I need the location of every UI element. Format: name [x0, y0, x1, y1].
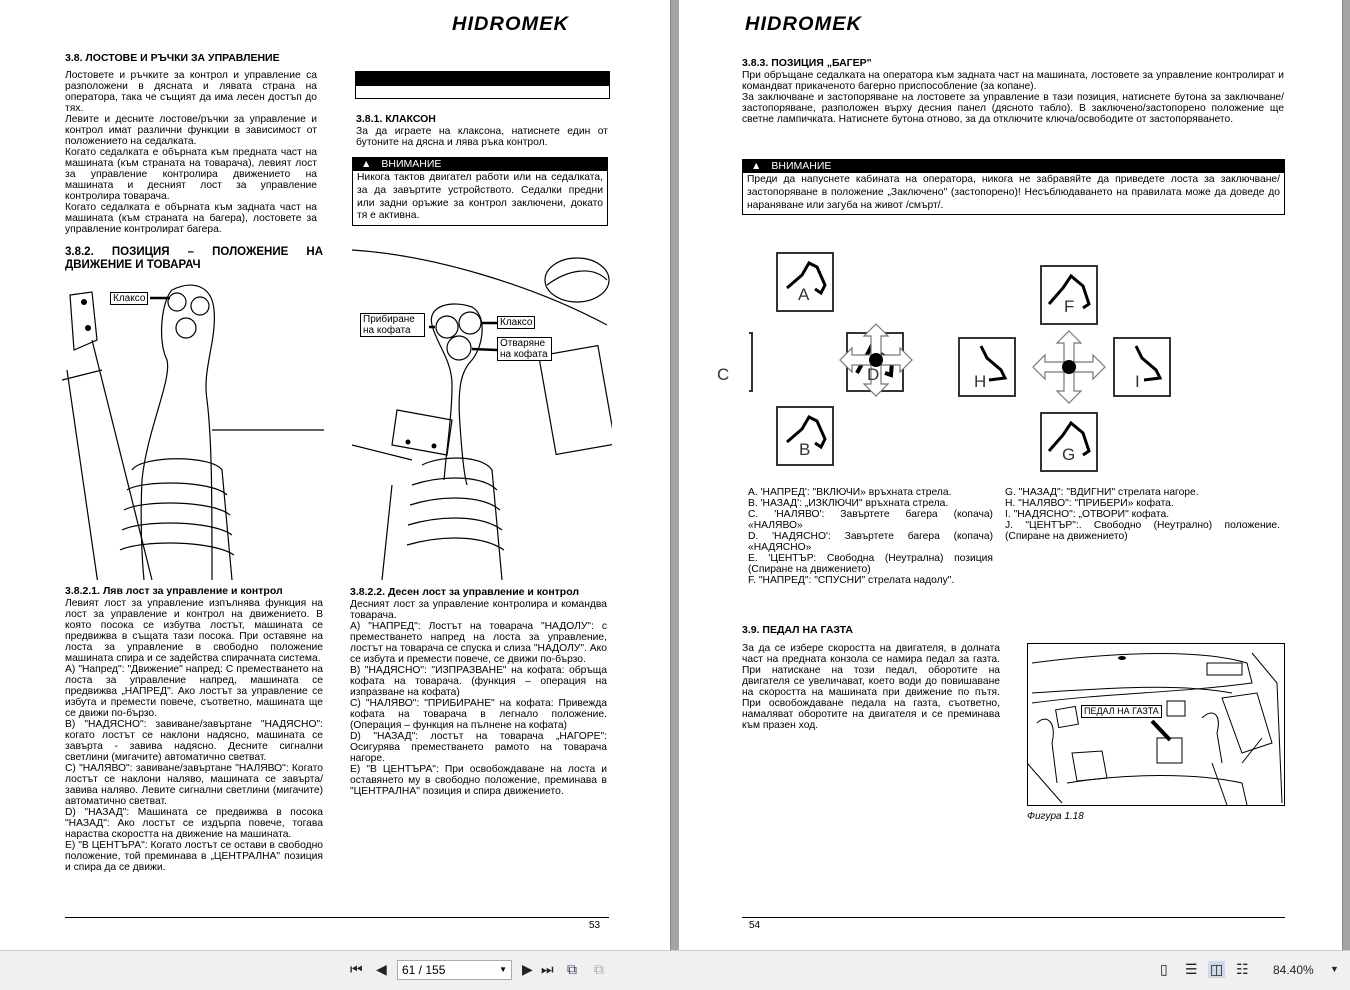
paragraph: B) "НАДЯСНО": "ИЗПРАЗВАНЕ" на кофата: обръща кофата на товарача. (функция – операция на изпразване на кофата): [350, 665, 607, 698]
retract-bucket-label: Прибиране на кофата: [360, 313, 425, 337]
list-item: J. "ЦЕНТЪР":. Свободно (Неутрално) положение. (Спиране на движението): [1005, 520, 1280, 542]
paragraph: D) "НАЗАД": лостът на товарача „НАГОРЕ": Осигурява преместването рамото на товарача нагоре.: [350, 731, 607, 764]
warning-text: Никога тактов двигател работи или на седалката, за да завъртите устройството. Седалки предни или задни оръжие за контрол заключени, докато тя е активна.: [357, 172, 603, 222]
paragraph: A) "Напред": "Движение" напред: С преместването на лоста за управление напред, машината се предвижва „НАПРЕД". Ако лостът за управление се избута и премести повече, съответно, машината ще се движи по-бързо.: [65, 664, 323, 719]
letter-f: F: [1064, 297, 1075, 316]
first-page-icon[interactable]: ⏮: [350, 961, 363, 977]
page-number: 54: [749, 920, 761, 931]
letter-d: D: [867, 365, 880, 384]
list-left: [748, 487, 993, 586]
right-joystick-figure: [352, 245, 612, 580]
list-item: A. 'НАПРЕД': "ВКЛЮЧИ» връхната стрела.: [748, 487, 952, 498]
paragraph: Когато седалката е обърната към задната част на машината (към страната на багера), лостовете за управление контролират багера.: [65, 202, 317, 235]
warning-text: Преди да напуснете кабината на оператора, никога не забравяйте да приведете лоста за заключване/застопоряване в положение „Заключено" (застопорено)! Несъблюдаването на правилата може да доведе до нараняване или загуба на живот /смърт/.: [747, 174, 1280, 211]
paragraph: Левите и десните лостове/ръчки за управление и контрол имат различни функции в зависимост от положението на седалката.: [65, 114, 317, 147]
rotate-disabled-icon: ⧉: [594, 961, 604, 977]
warning-title: ВНИМАНИЕ: [771, 160, 832, 172]
list-item: I. "НАДЯСНО": „ОТВОРИ" кофата.: [1005, 509, 1170, 520]
list-right: [1005, 487, 1280, 542]
paragraph: Десният лост за управление контролира и командва товарача.: [350, 599, 607, 621]
list-item: H. "НАЛЯВО": "ПРИБЕРИ» кофата.: [1005, 498, 1174, 509]
heading-3-8-1: 3.8.1. КЛАКСОН: [356, 113, 436, 125]
heading-3-8-3: 3.8.3. ПОЗИЦИЯ „БАГЕР": [742, 57, 872, 69]
letter-g: G: [1062, 445, 1076, 464]
list-item: G. "НАЗАД": "ВДИГНИ" стрелата нагоре.: [1005, 487, 1199, 498]
page-53: [0, 0, 671, 950]
footer-rule: [742, 917, 1285, 918]
black-header-box: [355, 71, 610, 99]
warning-icon: ▲: [361, 158, 372, 170]
figure-caption: Фигура 1.18: [1027, 811, 1084, 822]
section-3-8-3-text: [742, 70, 1284, 125]
paragraph: A) "НАПРЕД": Лостът на товарача "НАДОЛУ": с преместването напред на лоста за управление, лостът на товарача се спуска и слиза "НАДОЛУ". Ако се избута и премести повече, се движи по-бързо.: [350, 621, 607, 665]
heading-3-8-2: 3.8.2. ПОЗИЦИЯ – ПОЛОЖЕНИЕ НА ДВИЖЕНИЕ И ТОВАРАЧ: [65, 246, 323, 271]
gas-pedal-label: ПЕДАЛ НА ГАЗТА: [1081, 705, 1162, 718]
heading-3-8-2-1: 3.8.2.1. Ляв лост за управление и контрол: [65, 585, 283, 597]
paragraph: C) "НАЛЯВО": "ПРИБИРАНЕ" на кофата: Привежда кофата на товарача в легнало положение. (Операция – функция на пълнене на кофата): [350, 698, 607, 731]
left-joystick-figure: [62, 280, 327, 580]
hidromek-logo: HIDROMEK: [745, 14, 863, 35]
warning-box: [742, 159, 1285, 215]
horn-text: За да играете на клаксона, натиснете един от бутоните на дясна и лява ръка контрол.: [356, 126, 608, 148]
continuous-icon[interactable]: ☰: [1185, 961, 1198, 977]
warning-box: [352, 157, 608, 226]
footer-rule: [65, 917, 609, 918]
page-number-input[interactable]: [397, 960, 512, 980]
letter-h: H: [974, 372, 987, 391]
paragraph: E) "В ЦЕНТЪРА": При освобождаване на лоста и оставянето му в свободно положение, преминава в "ЦЕНТРАЛНА" позиция и спира движението.: [350, 764, 607, 797]
page-54: [679, 0, 1343, 950]
paragraph: D) "НАЗАД": Машината се предвижва в посока "НАЗАД": Ако лостът се издърпа повече, тогава нараства скоростта на движение на машината.: [65, 807, 323, 840]
previous-page-icon[interactable]: ◀: [376, 961, 387, 977]
heading-3-8: 3.8. ЛОСТОВЕ И РЪЧКИ ЗА УПРАВЛЕНИЕ: [65, 52, 280, 64]
paragraph: Когато седалката е обърната към предната част на машината (към страната на товарача), левият лост за управление контролира движението на машината и десният лост за управление контролира товарача.: [65, 147, 317, 202]
page-dropdown-icon[interactable]: ▼: [499, 965, 507, 974]
warning-title: ВНИМАНИЕ: [381, 158, 442, 170]
horn-label: Клаксо: [110, 292, 148, 305]
list-item: E. 'ЦЕНТЪР: Свободна (Неутрална) позиция (Спиране на движението): [748, 553, 993, 575]
paragraph: B) "НАДЯСНО": завиване/завъртане "НАДЯСНО": когато лостът се наклони надясно, машината се завърта - завива надясно. Десните сигнални светлини (мигачите) автоматично светват.: [65, 719, 323, 763]
letter-c: C: [717, 365, 730, 384]
letter-b: B: [799, 440, 811, 459]
paragraph: За заключване и застопоряване на лостовете за управление в тази позиция, натиснете бутона за заключване/застопоряване, разположен върху десния панел (дясното табло). В заключено/застопорено положение ще светне лампичката. Натиснете бутона отново, за да отключите ключа/освободите от застопоряването.: [742, 92, 1284, 125]
list-item: F. "НАПРЕД": "СПУСНИ" стрелата надолу".: [748, 575, 955, 586]
paragraph: Левият лост за управление изпълнява функция на лост за управление и контрол на движението. В която посока се избутва лостът, машината се предвижва в същата тази посока. При оставяне на лоста за управление в свободно положение машината спира и се задейства спирачната система.: [65, 598, 323, 664]
last-page-icon[interactable]: ⏭: [541, 961, 554, 977]
paragraph: E) "В ЦЕНТЪРА": Когато лостът се остави в свободно положение, той преминава в „ЦЕНТРАЛНА" позиция и спира да се движи.: [65, 840, 323, 873]
viewer-toolbar: [0, 950, 1350, 990]
open-bucket-label: Отваряне на кофата: [497, 337, 552, 361]
list-item: B. 'НАЗАД': „ИЗКЛЮЧИ" връхната стрела.: [748, 498, 949, 509]
continuous-facing-icon[interactable]: ☷: [1236, 961, 1249, 977]
letter-i: I: [1135, 372, 1140, 391]
hidromek-logo: HIDROMEK: [452, 14, 570, 35]
horn-label: Клаксо: [497, 316, 535, 329]
zoom-dropdown-icon[interactable]: ▼: [1330, 964, 1339, 974]
letter-a: A: [798, 285, 810, 304]
warning-icon: ▲: [751, 160, 762, 172]
paragraph: C) "НАЛЯВО": завиване/завъртане "НАЛЯВО": Когато лостът се наклони наляво, машината се завърта/завива наляво. Левите сигнални светлини (мигачите) автоматично светват.: [65, 763, 323, 807]
rotate-icon[interactable]: ⧉: [567, 961, 577, 977]
facing-pages-icon[interactable]: ◫: [1210, 961, 1224, 977]
heading-3-9: 3.9. ПЕДАЛ НА ГАЗТА: [742, 624, 853, 636]
diagram-letters: [717, 245, 1299, 480]
paragraph: При обръщане седалката на оператора към задната част на машината, лостовете за управление контролират и командват прикаченото багерно приспособление (за копане).: [742, 70, 1284, 92]
section-3-8-text: [65, 70, 317, 235]
section-3-8-2-1-text: [65, 598, 323, 873]
section-3-8-2-2-text: [350, 599, 607, 797]
page-number-value: 61 / 155: [402, 963, 446, 977]
zoom-level[interactable]: 84.40%: [1273, 963, 1314, 977]
page-number: 53: [589, 920, 601, 931]
heading-3-8-2-2: 3.8.2.2. Десен лост за управление и контрол: [350, 586, 580, 598]
list-item: C. 'НАЛЯВО': Завъртете багера (копача) «НАЛЯВО»: [748, 509, 993, 531]
single-page-icon[interactable]: ▯: [1160, 961, 1168, 977]
list-item: D. 'НАДЯСНО': Завъртете багера (копача) «НАДЯСНО»: [748, 531, 993, 553]
next-page-icon[interactable]: ▶: [522, 961, 533, 977]
paragraph: Лостовете и ръчките за контрол и управление са разположени в дясната и лявата страна на оператора, така че същият да има лесен достъп до тях.: [65, 70, 317, 114]
section-3-9-text: За да се избере скоростта на двигателя, в долната част на предната конзола се намира педал за газта. При натискане на този педал, оборотите на двигателя се увеличават, което води до повишаване на скоростта на машината при движение по пътя. При освобождаване педала на газта, съответно, намаляват оборотите на двигателя и се преминава към празен ход.: [742, 643, 1000, 731]
gas-pedal-figure: [1027, 643, 1285, 806]
